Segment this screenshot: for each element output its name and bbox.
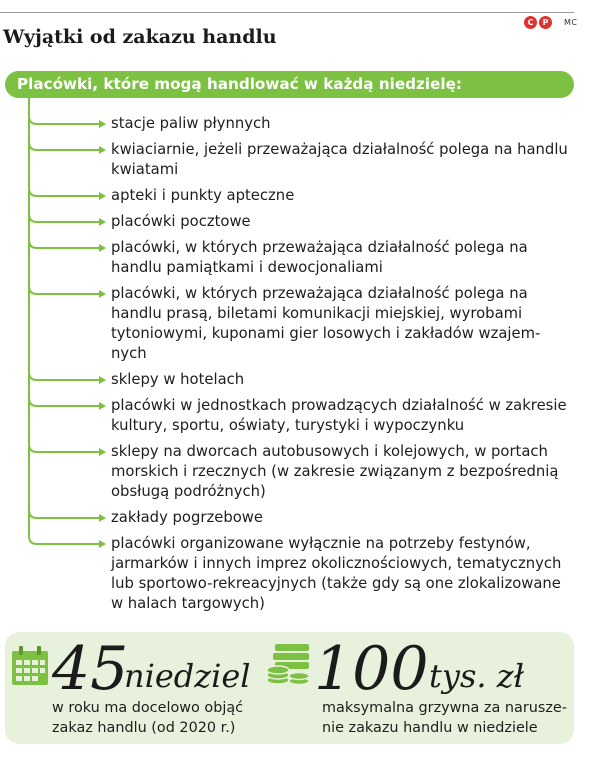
top-rule [0, 12, 574, 13]
list-item-line: w halach targowych) [111, 595, 265, 612]
exceptions-list [111, 114, 573, 620]
sundays-unit: niedziel [124, 657, 251, 695]
list-item-line: handlu prasą, biletami komunikacji miejskiej, wyrobami [111, 305, 523, 322]
list-item [111, 396, 573, 436]
sundays-description-line: w roku ma docelowo objąć [52, 700, 244, 716]
sundays-description-line: zakaz handlu (od 2020 r.) [52, 720, 236, 736]
sundays-description [52, 698, 243, 738]
list-item-line: lub sportowo-rekreacyjnych (także gdy są one zlokalizowane [111, 575, 561, 592]
fine-description-line: maksymalna grzywna za narusze- [322, 700, 567, 716]
fine-description [322, 698, 567, 738]
list-item-line: placówki, w których przeważająca działalność polega na [111, 239, 528, 256]
sundays-value: 45 [52, 634, 129, 704]
category-banner: Placówki, które mogą handlować w każdą niedzielę: [5, 71, 574, 98]
branch-arrowhead [99, 192, 106, 200]
list-item-line: placówki, w których przeważająca działalność polega na [111, 285, 528, 302]
branch-arrowhead [99, 540, 106, 548]
tree-branch [29, 116, 99, 124]
branch-arrowhead [99, 514, 106, 522]
list-item-line: kultury, sportu, oświaty, turystyki i wypoczynku [111, 417, 465, 434]
list-item-line: placówki pocztowe [111, 213, 251, 230]
list-item-line: placówki w jednostkach prowadzących działalność w zakresie [111, 397, 567, 414]
tree-branch [29, 188, 99, 196]
list-item-line: morskich i rzecznych (w zakresie związanym z bezpośrednią [111, 463, 559, 480]
list-item-line: tytoniowymi, kuponami gier losowych i zakładów wzajem- [111, 325, 541, 342]
branch-arrowhead [99, 290, 106, 298]
list-item-line: zakłady pogrzebowe [111, 509, 263, 526]
list-item [111, 140, 573, 180]
tree-branch [29, 510, 99, 518]
list-item [111, 238, 573, 278]
list-item [111, 508, 573, 528]
branch-arrowhead [99, 448, 106, 456]
list-item [111, 442, 573, 502]
publisher-logo [524, 16, 578, 29]
list-item-line: apteki i punkty apteczne [111, 187, 295, 204]
branch-arrowhead [99, 120, 106, 128]
fine-value: 100 [314, 634, 429, 704]
tree-branch [29, 214, 99, 222]
list-item [111, 186, 573, 206]
credit-label: MC [564, 18, 578, 27]
branch-arrowhead [99, 146, 106, 154]
branch-arrowhead [99, 376, 106, 384]
list-item-line: handlu pamiątkami i dewocjonaliami [111, 259, 383, 276]
list-item-line: kwiatami [111, 161, 179, 178]
list-item-line: placówki organizowane wyłącznie na potrzeby festynów, [111, 535, 531, 552]
branch-arrowhead [99, 218, 106, 226]
list-item-line: obsługą podróżnych) [111, 483, 266, 500]
tree-branch [29, 536, 99, 544]
list-item [111, 114, 573, 134]
tree-branch [29, 142, 99, 150]
logo-c-icon: C [524, 16, 537, 29]
list-item-line: sklepy na dworcach autobusowych i kolejowych, w portach [111, 443, 548, 460]
logo-p-icon: P [539, 16, 552, 29]
tree-branch [29, 444, 99, 452]
fine-unit: tys. zł [429, 657, 524, 695]
list-item-line: nych [111, 345, 147, 362]
page-title: Wyjątki od zakazu handlu [3, 26, 277, 48]
tree-branch [29, 372, 99, 380]
list-item [111, 284, 573, 364]
list-item-line: kwiaciarnie, jeżeli przeważająca działalność polega na handlu [111, 141, 568, 158]
branch-arrowhead [99, 402, 106, 410]
list-item [111, 370, 573, 390]
fine-description-line: nie zakazu handlu w niedziele [322, 720, 538, 736]
tree-branch [29, 240, 99, 248]
tree-branch [29, 286, 99, 294]
list-item [111, 534, 573, 614]
list-item [111, 212, 573, 232]
list-item-line: sklepy w hotelach [111, 371, 245, 388]
money-stack-icon [265, 642, 313, 686]
list-item-line: jarmarków i innych imprez okolicznościowych, tematycznych [111, 555, 562, 572]
branch-arrowhead [99, 244, 106, 252]
tree-branch [29, 398, 99, 406]
list-item-line: stacje paliw płynnych [111, 115, 271, 132]
calendar-icon [11, 646, 49, 686]
